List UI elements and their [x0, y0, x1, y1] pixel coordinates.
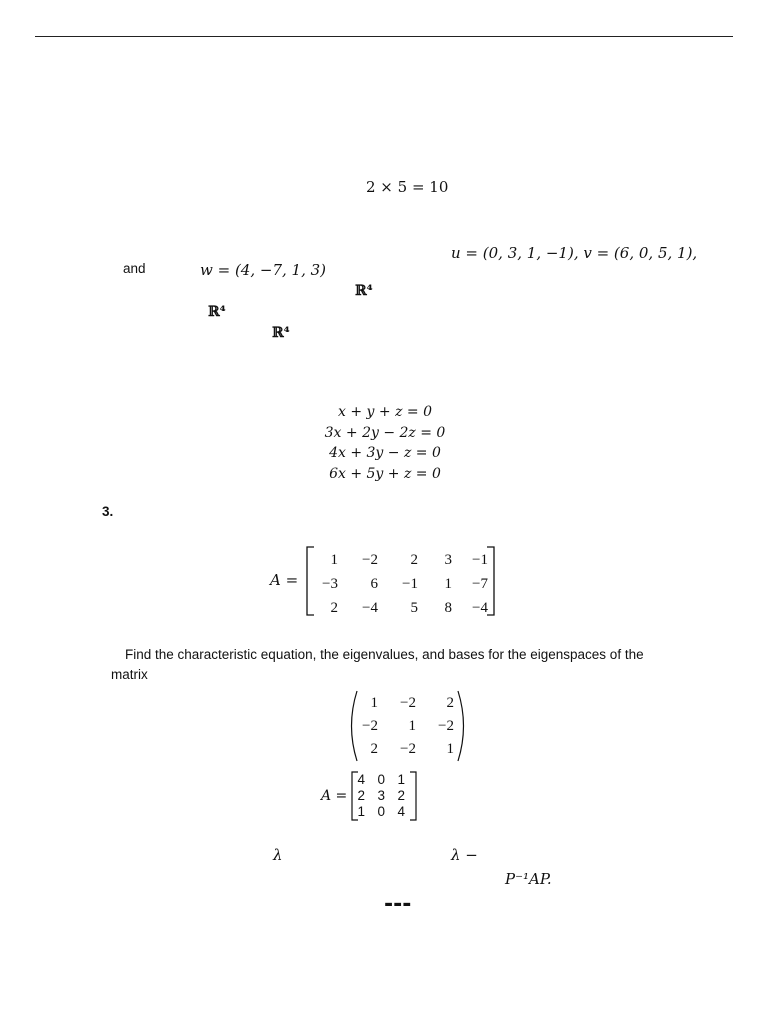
matrix-a-right-bracket [485, 546, 497, 616]
matrix-b-cell: −2 [362, 718, 378, 734]
matrix-a-cell: −3 [322, 575, 338, 592]
matrix-c [350, 771, 410, 819]
matrix-b-cell: 1 [446, 741, 454, 757]
lambda-symbol-2: λ − [451, 846, 478, 864]
matrix-c-cell: 3 [377, 787, 385, 803]
matrix-c-cell: 2 [397, 787, 405, 803]
matrix-b-cell: 1 [370, 695, 378, 711]
matrix-a-cell: 2 [330, 599, 338, 616]
r4-symbol-3: ℝ⁴ [272, 325, 290, 341]
matrix-c-right-bracket [408, 771, 418, 821]
matrix-c-cell: 0 [377, 803, 385, 819]
vectors-u-v: u = (0, 3, 1, −1), v = (6, 0, 5, 1), [451, 244, 698, 262]
matrix-c-cell: 1 [397, 771, 405, 787]
matrix-a-cell: 1 [444, 575, 452, 592]
matrix-b-cell: 2 [446, 695, 454, 711]
matrix-b-cell: −2 [400, 695, 416, 711]
question-text-line-2: matrix [111, 667, 148, 682]
equation-2: 3x + 2y − 2z = 0 [324, 424, 446, 441]
matrix-a-cell: 6 [370, 575, 378, 592]
end-marker: --- [384, 892, 412, 917]
lambda-symbol-1: λ [273, 846, 283, 864]
question-text-line-1: Find the characteristic equation, the eigenvalues, and bases for the eigenspaces of the [125, 647, 644, 662]
matrix-a-cell: −4 [472, 599, 488, 616]
matrix-c-cell: 2 [357, 787, 365, 803]
matrix-a-cell: 1 [330, 551, 338, 568]
p-inverse-ap: P⁻¹AP. [505, 870, 552, 888]
matrix-c-cell: 0 [377, 771, 385, 787]
matrix-a-cell: −2 [362, 551, 378, 568]
matrix-b [352, 692, 462, 761]
product-equation: 2 × 5 = 10 [366, 178, 449, 196]
r4-symbol-1: ℝ⁴ [355, 283, 373, 299]
matrix-a [310, 548, 496, 620]
equation-1: x + y + z = 0 [338, 404, 432, 420]
equation-3: 4x + 3y − z = 0 [329, 445, 441, 461]
matrix-a-cell: −7 [472, 575, 488, 592]
matrix-c-cell: 1 [357, 803, 365, 819]
matrix-b-cell: 1 [408, 718, 416, 734]
r4-symbol-2: ℝ⁴ [208, 304, 226, 320]
matrix-a-cell: 5 [410, 599, 418, 616]
matrix-a-cell: 8 [444, 599, 452, 616]
matrix-b-cell: −2 [438, 718, 454, 734]
linear-system [300, 402, 470, 484]
section-number-3: 3. [102, 504, 114, 519]
matrix-c-cell: 4 [357, 771, 365, 787]
matrix-a-cell: 3 [444, 551, 452, 568]
matrix-c-cell: 4 [397, 803, 405, 819]
matrix-b-cell: 2 [370, 741, 378, 757]
matrix-b-cell: −2 [400, 741, 416, 757]
matrix-a-cell: −1 [472, 551, 488, 568]
matrix-c-label: A = [321, 788, 348, 804]
matrix-a-cell: −1 [402, 575, 418, 592]
and-text: and [123, 261, 146, 276]
matrix-a-label: A = [270, 571, 299, 589]
matrix-b-right-paren [456, 690, 470, 762]
matrix-a-cell: 2 [410, 551, 418, 568]
vector-w: w = (4, −7, 1, 3) [200, 261, 326, 279]
matrix-a-cell: −4 [362, 599, 378, 616]
header-rule [35, 36, 733, 37]
equation-4: 6x + 5y + z = 0 [329, 465, 441, 482]
